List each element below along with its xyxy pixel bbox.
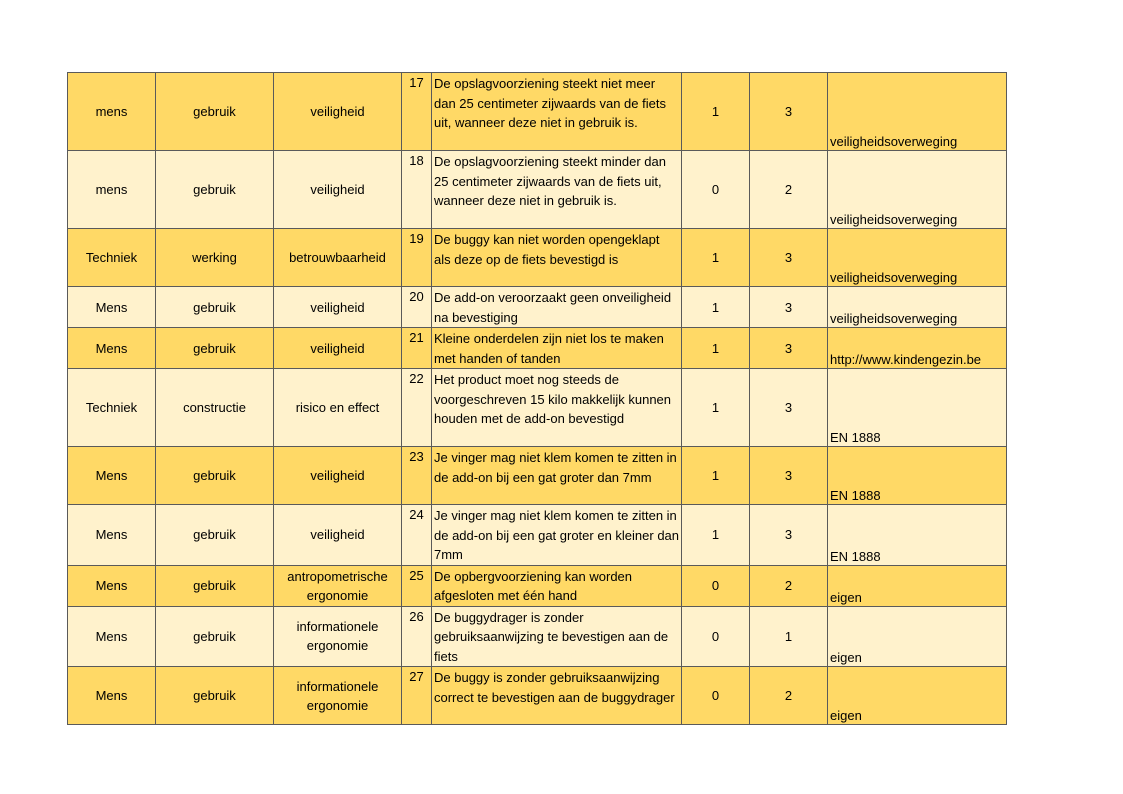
cell-source: eigen <box>828 565 1007 606</box>
cell-aspect <box>156 287 274 328</box>
cell-categorie <box>68 151 156 229</box>
cell-aspect-text: gebruik <box>193 688 236 703</box>
cell-criterium <box>274 287 402 328</box>
cell-categorie-text: Mens <box>95 340 128 356</box>
cell-number: 19 <box>402 229 432 287</box>
cell-categorie <box>68 447 156 505</box>
cell-score-a <box>682 73 750 151</box>
cell-number: 17 <box>402 73 432 151</box>
cell-number: 20 <box>402 287 432 328</box>
cell-aspect-text: gebruik <box>193 468 236 483</box>
cell-score-b-text: 3 <box>784 250 793 265</box>
cell-aspect <box>156 229 274 287</box>
cell-score-a <box>682 151 750 229</box>
cell-criterium-text: veiligheid <box>310 527 365 543</box>
table-row <box>68 328 1007 369</box>
cell-score-a-text: 1 <box>711 299 720 315</box>
cell-categorie-text: Mens <box>95 527 128 543</box>
cell-score-b <box>750 151 828 229</box>
cell-description: Het product moet nog steeds de voorgeschreven 15 kilo makkelijk kunnen houden met de add-on bevestigd <box>432 369 682 447</box>
cell-score-a <box>682 565 750 606</box>
cell-categorie-text: Mens <box>95 628 128 644</box>
cell-criterium <box>274 606 402 667</box>
cell-categorie <box>68 667 156 725</box>
cell-criterium-text: veiligheid <box>310 299 365 315</box>
cell-description: Kleine onderdelen zijn niet los te maken met handen of tanden <box>432 328 682 369</box>
cell-aspect <box>156 447 274 505</box>
cell-score-b-text: 2 <box>784 688 793 703</box>
cell-number: 24 <box>402 505 432 566</box>
cell-score-b <box>750 606 828 667</box>
cell-number: 26 <box>402 606 432 667</box>
cell-score-b <box>750 287 828 328</box>
cell-criterium <box>274 505 402 566</box>
cell-aspect <box>156 328 274 369</box>
cell-score-b <box>750 447 828 505</box>
cell-aspect-text: gebruik <box>193 104 236 119</box>
cell-categorie <box>68 606 156 667</box>
cell-criterium-text: veiligheid <box>310 104 365 119</box>
table-row <box>68 229 1007 287</box>
cell-categorie <box>68 565 156 606</box>
cell-aspect <box>156 73 274 151</box>
cell-score-a-text: 1 <box>711 468 720 483</box>
cell-score-b-text: 3 <box>784 527 793 543</box>
cell-score-a-text: 1 <box>711 250 720 265</box>
cell-categorie-text: Mens <box>95 299 128 315</box>
cell-source: veiligheidsoverweging <box>828 229 1007 287</box>
cell-aspect <box>156 505 274 566</box>
cell-aspect-text: gebruik <box>193 182 236 197</box>
cell-score-b-text: 2 <box>784 182 793 197</box>
cell-description: Je vinger mag niet klem komen te zitten in de add-on bij een gat groter dan 7mm <box>432 447 682 505</box>
requirements-table-body <box>68 73 1007 725</box>
cell-description: De buggy is zonder gebruiksaanwijzing correct te bevestigen aan de buggydrager <box>432 667 682 725</box>
cell-score-b <box>750 73 828 151</box>
cell-score-b <box>750 328 828 369</box>
cell-criterium <box>274 73 402 151</box>
cell-source: veiligheidsoverweging <box>828 73 1007 151</box>
table-row <box>68 606 1007 667</box>
cell-score-a <box>682 229 750 287</box>
table-row <box>68 565 1007 606</box>
cell-description: De buggydrager is zonder gebruiksaanwijzing te bevestigen aan de fiets <box>432 606 682 667</box>
cell-source: EN 1888 <box>828 505 1007 566</box>
cell-score-a-text: 0 <box>711 628 720 644</box>
cell-criterium-text: risico en effect <box>295 400 380 415</box>
cell-source: http://www.kindengezin.be <box>828 328 1007 369</box>
cell-description: De opslagvoorziening steekt minder dan 25 centimeter zijwaards van de fiets uit, wanneer deze niet in gebruik is. <box>432 151 682 229</box>
cell-description: De opbergvoorziening kan worden afgesloten met één hand <box>432 565 682 606</box>
table-row <box>68 505 1007 566</box>
cell-criterium-text: antropometrische ergonomie <box>287 568 388 603</box>
cell-categorie-text: Mens <box>95 688 128 703</box>
cell-criterium <box>274 565 402 606</box>
cell-score-b <box>750 369 828 447</box>
cell-categorie <box>68 287 156 328</box>
table-row <box>68 447 1007 505</box>
cell-description: Je vinger mag niet klem komen te zitten in de add-on bij een gat groter en kleiner dan 7mm <box>432 505 682 566</box>
cell-aspect-text: werking <box>192 250 237 265</box>
cell-criterium <box>274 369 402 447</box>
cell-criterium <box>274 447 402 505</box>
cell-score-a-text: 1 <box>711 400 720 415</box>
cell-categorie-text: Techniek <box>85 400 138 415</box>
cell-number: 27 <box>402 667 432 725</box>
cell-score-b-text: 3 <box>784 340 793 356</box>
cell-score-a <box>682 505 750 566</box>
cell-number: 18 <box>402 151 432 229</box>
cell-aspect-text: constructie <box>183 400 246 415</box>
cell-categorie-text: Techniek <box>85 250 138 265</box>
cell-source: veiligheidsoverweging <box>828 151 1007 229</box>
cell-source: veiligheidsoverweging <box>828 287 1007 328</box>
cell-score-a <box>682 287 750 328</box>
cell-score-a <box>682 328 750 369</box>
cell-number: 23 <box>402 447 432 505</box>
cell-categorie <box>68 328 156 369</box>
cell-criterium-text: veiligheid <box>310 340 365 356</box>
cell-categorie-text: Mens <box>95 578 128 593</box>
cell-score-b-text: 3 <box>784 400 793 415</box>
cell-criterium-text: informationele ergonomie <box>296 619 379 654</box>
cell-criterium-text: veiligheid <box>310 182 365 197</box>
cell-source: eigen <box>828 606 1007 667</box>
cell-score-a-text: 1 <box>711 527 720 543</box>
cell-score-b-text: 2 <box>784 578 793 593</box>
cell-categorie <box>68 369 156 447</box>
cell-criterium <box>274 328 402 369</box>
cell-score-a <box>682 667 750 725</box>
cell-aspect-text: gebruik <box>193 299 236 315</box>
cell-aspect <box>156 151 274 229</box>
cell-score-b <box>750 505 828 566</box>
cell-criterium-text: betrouwbaarheid <box>289 250 386 265</box>
cell-criterium-text: informationele ergonomie <box>296 678 379 713</box>
cell-criterium <box>274 667 402 725</box>
cell-categorie <box>68 73 156 151</box>
cell-score-b <box>750 565 828 606</box>
cell-categorie-text: mens <box>95 104 128 119</box>
cell-aspect <box>156 565 274 606</box>
cell-categorie <box>68 505 156 566</box>
cell-description: De opslagvoorziening steekt niet meer dan 25 centimeter zijwaards van de fiets uit, wanneer deze niet in gebruik is. <box>432 73 682 151</box>
cell-source: eigen <box>828 667 1007 725</box>
requirements-table <box>67 72 1007 725</box>
cell-categorie-text: Mens <box>95 468 128 483</box>
cell-criterium <box>274 229 402 287</box>
cell-aspect <box>156 667 274 725</box>
cell-description: De add-on veroorzaakt geen onveiligheid na bevestiging <box>432 287 682 328</box>
cell-aspect-text: gebruik <box>193 628 236 644</box>
cell-score-a <box>682 606 750 667</box>
cell-aspect <box>156 606 274 667</box>
cell-number: 22 <box>402 369 432 447</box>
cell-score-b <box>750 229 828 287</box>
cell-score-b-text: 1 <box>784 628 793 644</box>
cell-source: EN 1888 <box>828 447 1007 505</box>
cell-score-a <box>682 369 750 447</box>
cell-score-b-text: 3 <box>784 468 793 483</box>
cell-score-a <box>682 447 750 505</box>
cell-score-a-text: 0 <box>711 688 720 703</box>
cell-aspect-text: gebruik <box>193 578 236 593</box>
table-row <box>68 73 1007 151</box>
cell-source: EN 1888 <box>828 369 1007 447</box>
cell-categorie-text: mens <box>95 182 128 197</box>
table-row <box>68 369 1007 447</box>
cell-aspect-text: gebruik <box>193 340 236 356</box>
cell-criterium-text: veiligheid <box>310 468 365 483</box>
cell-score-b <box>750 667 828 725</box>
table-row <box>68 151 1007 229</box>
table-row <box>68 667 1007 725</box>
cell-number: 25 <box>402 565 432 606</box>
cell-score-b-text: 3 <box>784 104 793 119</box>
cell-score-a-text: 1 <box>711 340 720 356</box>
cell-number: 21 <box>402 328 432 369</box>
cell-score-a-text: 1 <box>711 104 720 119</box>
cell-aspect-text: gebruik <box>193 527 236 543</box>
cell-score-a-text: 0 <box>711 578 720 593</box>
cell-description: De buggy kan niet worden opengeklapt als deze op de fiets bevestigd is <box>432 229 682 287</box>
cell-aspect <box>156 369 274 447</box>
cell-score-b-text: 3 <box>784 299 793 315</box>
cell-criterium <box>274 151 402 229</box>
cell-categorie <box>68 229 156 287</box>
cell-score-a-text: 0 <box>711 182 720 197</box>
table-row <box>68 287 1007 328</box>
